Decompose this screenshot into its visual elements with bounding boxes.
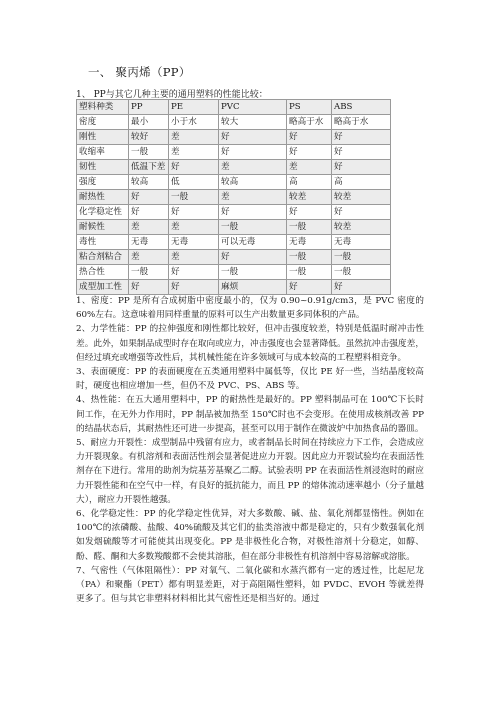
table-header-cell: PE: [169, 100, 219, 115]
table-cell: 一般: [332, 250, 391, 265]
table-cell: 差: [169, 250, 219, 265]
table-header-cell: PS: [287, 100, 332, 115]
paragraph: 5、耐应力开裂性：成型制品中残留有应力，或者制品长时间在持续应力下工作，会造成应力开裂现象。有机溶剂和表面活性剂会显著促进应力开裂。因此应力开裂试验均在表面活性剂存在下进行。常用的助剂为烷基芳基聚乙二醇。试验表明 PP 在表面活性剂浸泡时的耐应力开裂性能和在空气中一样，有良好的抵抗能力，而且 PP 的熔体流动速率越小（分子量越大），耐应力开裂性越强。: [76, 438, 424, 505]
table-cell: 热合性: [77, 265, 129, 280]
table-cell: 好: [287, 130, 332, 145]
table-cell: 一般: [287, 265, 332, 280]
table-cell: 较大: [219, 115, 287, 130]
table-cell: 好: [169, 160, 219, 175]
table-cell: 略高于水: [332, 115, 391, 130]
section-heading: 一、 聚丙烯（PP）: [88, 65, 191, 79]
table-row: [77, 190, 391, 205]
table-row: [77, 280, 391, 295]
properties-comparison-table: [76, 99, 391, 295]
table-cell: 一般: [287, 250, 332, 265]
table-cell: 化学稳定性: [77, 205, 129, 220]
table-header-cell: ABS: [332, 100, 391, 115]
table-cell: 差: [169, 130, 219, 145]
table-cell: 好: [219, 205, 287, 220]
table-row: [77, 220, 391, 235]
table-cell: 较好: [129, 130, 169, 145]
table-cell: 较差: [332, 220, 391, 235]
table-cell: 麻烦: [219, 280, 287, 295]
table-cell: 差: [287, 160, 332, 175]
table-cell: 一般: [129, 265, 169, 280]
table-cell: 低温下差: [129, 160, 169, 175]
table-cell: 无毒: [129, 235, 169, 250]
table-row: [77, 265, 391, 280]
table-cell: 耐热性: [77, 190, 129, 205]
table-row: [77, 130, 391, 145]
table-cell: 好: [332, 280, 391, 295]
table-cell: 强度: [77, 175, 129, 190]
body-text: [76, 294, 424, 606]
table-header-cell: PVC: [219, 100, 287, 115]
table-row: [77, 205, 391, 220]
table-cell: 好: [332, 205, 391, 220]
table-cell: 略高于水: [287, 115, 332, 130]
table-cell: 好: [219, 250, 287, 265]
table-header-row: [77, 100, 391, 115]
table-cell: 差: [129, 220, 169, 235]
table-cell: 好: [129, 205, 169, 220]
table-cell: 好: [332, 130, 391, 145]
table-cell: 一般: [129, 145, 169, 160]
table-cell: 好: [169, 265, 219, 280]
table-cell: 好: [129, 280, 169, 295]
table-cell: 差: [169, 145, 219, 160]
table-cell: 好: [332, 160, 391, 175]
table-cell: 一般: [219, 220, 287, 235]
table-cell: 一般: [287, 220, 332, 235]
table-cell: 毒性: [77, 235, 129, 250]
table-cell: 刚性: [77, 130, 129, 145]
paragraph: 2、力学性能：PP 的拉伸强度和刚性都比较好，但冲击强度较差，特别是低温时耐冲击性差。此外，如果制品成型时存在取向或应力，冲击强度也会显著降低。虽然抗冲击强度差，但经过填充或增强等改性后，其机械性能在许多领域可与成本较高的工程塑料相竞争。: [76, 324, 424, 363]
table-cell: 可以无毒: [219, 235, 287, 250]
table-header-cell: PP: [129, 100, 169, 115]
table-cell: 差: [219, 190, 287, 205]
table-cell: 好: [169, 205, 219, 220]
table-cell: 较高: [219, 175, 287, 190]
table-cell: 差: [169, 220, 219, 235]
table-cell: 小于水: [169, 115, 219, 130]
table-cell: 无毒: [287, 235, 332, 250]
table-cell: 差: [129, 250, 169, 265]
table-cell: 收缩率: [77, 145, 129, 160]
table-cell: 较高: [129, 175, 169, 190]
paragraph: 7、气密性（气体阻隔性）：PP 对氧气、二氧化碳和水蒸汽都有一定的透过性，比起尼龙（PA）和聚酯（PET）都有明显差距，对于高阻隔性塑料，如 PVDC、EVOH 等就差得更多了。但与其它非塑料材料相比其气密性还是相当好的。通过: [76, 565, 424, 605]
table-row: [77, 235, 391, 250]
table-cell: 好: [169, 280, 219, 295]
table-cell: 较差: [332, 190, 391, 205]
paragraph: 3、表面硬度：PP 的表面硬度在五类通用塑料中属低等，仅比 PE 好一些，当结晶度较高时，硬度也相应增加一些，但仍不及 PVC、PS、ABS 等。: [76, 367, 424, 392]
paragraph: 6、化学稳定性：PP 的化学稳定性优异，对大多数酸、碱、盐、氧化剂都显惰性。例如在 100℃的浓磷酸、盐酸、40%硫酸及其它们的盐类溶液中都是稳定的，只有少数强氧化剂如发烟硫酸等才可能使其出现变化。PP 是非极性化合物，对极性溶剂十分稳定，如醇、酚、醛、酮和大多数羧酸都不会使其溶胀，但在部分非极性有机溶剂中容易溶解或溶胀。: [76, 509, 424, 562]
table-cell: 一般: [169, 190, 219, 205]
table-title: 1、 PP与其它几种主要的通用塑料的性能比较：: [76, 90, 268, 100]
table-cell: 差: [219, 160, 287, 175]
table-cell: 粘合剂粘合: [77, 250, 129, 265]
table-cell: 较差: [287, 190, 332, 205]
table-cell: 一般: [332, 265, 391, 280]
table-cell: 耐候性: [77, 220, 129, 235]
table-cell: 好: [332, 145, 391, 160]
table-cell: 好: [287, 205, 332, 220]
table-row: [77, 160, 391, 175]
table-row: [77, 145, 391, 160]
table-cell: 一般: [219, 265, 287, 280]
table-cell: 无毒: [332, 235, 391, 250]
table-row: [77, 175, 391, 190]
table-cell: 最小: [129, 115, 169, 130]
table-row: [77, 115, 391, 130]
table-cell: 韧性: [77, 160, 129, 175]
table-cell: 无毒: [169, 235, 219, 250]
table-cell: 好: [219, 145, 287, 160]
table-cell: 好: [129, 190, 169, 205]
table-cell: 好: [287, 280, 332, 295]
table-cell: 好: [219, 130, 287, 145]
table-cell: 密度: [77, 115, 129, 130]
table-cell: 成型加工性: [77, 280, 129, 295]
table-cell: 低: [169, 175, 219, 190]
table-cell: 高: [287, 175, 332, 190]
table-row: [77, 250, 391, 265]
paragraph: 4、热性能：在五大通用塑料中，PP 的耐热性是最好的。PP 塑料制品可在 100℃下长时间工作，在无外力作用时，PP 制品被加热至 150℃时也不会变形。在使用成核剂改善 PP 的结晶状态后，其耐热性还可进一步提高，甚至可以用于制作在微波炉中加热食品的器皿。: [76, 395, 424, 434]
paragraph: 1、密度：PP 是所有合成树脂中密度最小的，仅为 0.90~0.91g/cm3，是 PVC 密度的 60%左右。这意味着用同样重量的原料可以生产出数量更多同体积的产品。: [76, 296, 424, 321]
table-cell: 好: [287, 145, 332, 160]
table-header-cell: 塑料种类: [77, 100, 129, 115]
table-cell: 高: [332, 175, 391, 190]
